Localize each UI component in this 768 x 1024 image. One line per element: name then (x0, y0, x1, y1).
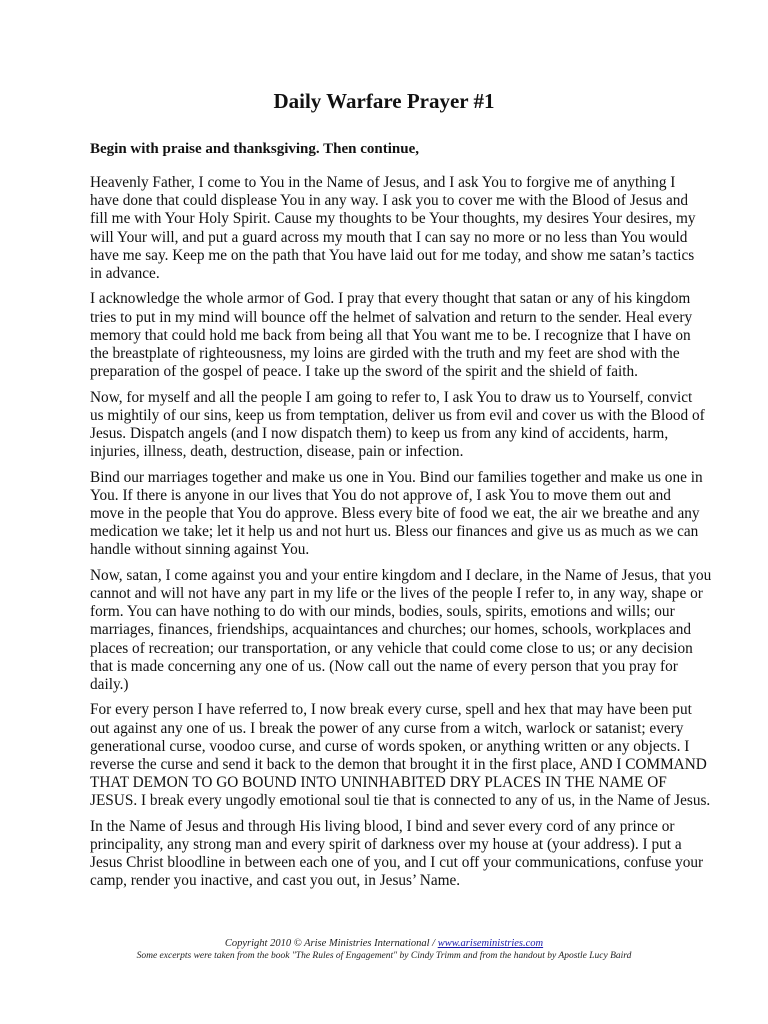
text-line: form. You can have nothing to do with our minds, bodies, souls, spirits, emotions and wills; our (90, 603, 675, 621)
text-line: have done that could displease You in any way. I ask you to cover me with the Blood of Jesus and (90, 192, 689, 210)
text-line: the breastplate of righteousness, my loins are girded with the truth and my feet are shod with the (90, 345, 680, 363)
text-line: In the Name of Jesus and through His living blood, I bind and sever every cord of any prince or (90, 817, 675, 835)
text-line: THAT DEMON TO GO BOUND INTO UNINHABITED DRY PLACES IN THE NAME OF (90, 774, 667, 792)
text-line: Bind our marriages together and make us one in You. Bind our families together and make us one in (90, 468, 703, 486)
document-title: Daily Warfare Prayer #1 (273, 89, 495, 113)
text-line: that is made concerning any one of us. (Now call out the name of every person that you pray for (90, 657, 678, 675)
copyright-line (0, 938, 768, 950)
text-line: Now, for myself and all the people I am going to refer to, I ask You to draw us to Yourself, convict (90, 388, 693, 406)
text-line: cannot and will not have any part in my life or the lives of the people I refer to, in any way, shape or (90, 585, 703, 603)
paragraph (90, 290, 693, 381)
text-line: will Your will, and put a guard across my mouth that I can say no more or no less than You would (90, 228, 688, 246)
text-line: fill me with Your Holy Spirit. Cause my thoughts to be Your thoughts, my desires Your desires, my (90, 210, 696, 228)
text-line: Now, satan, I come against you and your entire kingdom and I declare, in the Name of Jesus, that you (90, 566, 712, 584)
text-line: For every person I have referred to, I now break every curse, spell and hex that may have been put (90, 701, 692, 719)
text-line: You. If there is anyone in our lives that You do not approve of, I ask You to move them out and (90, 486, 671, 504)
text-line: preparation of the gospel of peace. I take up the sword of the spirit and the shield of faith. (90, 363, 638, 381)
footer (0, 938, 768, 962)
text-line: Heavenly Father, I come to You in the Name of Jesus, and I ask You to forgive me of anything I (90, 174, 676, 191)
paragraph (90, 817, 704, 891)
copyright-text: Copyright 2010 © Arise Ministries International / (224, 938, 438, 949)
text-line: reverse the curse and send it back to the demon that brought it in the first place, AND I COMMAND (90, 756, 707, 774)
paragraph (90, 566, 712, 694)
text-line: JESUS. I break every ungodly emotional soul tie that is connected to any of us, in the Name of Jesus. (90, 792, 711, 810)
text-line: medication we take; let it help us and not hurt us. Bless our finances and give us as much as we can (90, 523, 699, 541)
text-line: generational curse, voodoo curse, and curse of words spoken, or anything written or any objects. I (90, 737, 690, 755)
text-line: us mightily of our sins, keep us from temptation, deliver us from evil and cover us with the Blood of (90, 406, 705, 424)
text-line: out against any one of us. I break the power of any curse from a witch, warlock or satanist; every (90, 719, 684, 737)
text-line: I acknowledge the whole armor of God. I pray that every thought that satan or any of his kingdom (90, 290, 691, 308)
text-line: Jesus. Dispatch angels (and I now dispatch them) to keep us from any kind of accidents, harm, (90, 425, 669, 443)
text-line: principality, any strong man and every spirit of darkness over my house at (your address). I put a (90, 836, 682, 854)
text-line: handle without sinning against You. (90, 541, 310, 559)
intro-line: Begin with praise and thanksgiving. Then continue, (90, 141, 419, 157)
credit-line: Some excerpts were taken from the book "The Rules of Engagement" by Cindy Trimm and from the handout by Apostle Lucy Baird (136, 951, 632, 961)
website-link[interactable]: www.ariseministries.com (437, 938, 544, 949)
text-line: in advance. (90, 265, 160, 283)
paragraph (90, 468, 703, 560)
text-line: memory that could hold me back from being all that You want me to be. I recognize that I have on (90, 326, 691, 344)
text-line: marriages, finances, friendships, acquaintances and churches; our homes, schools, workplaces and (90, 621, 692, 639)
text-line: move in the people that You do approve. Bless every bite of food we eat, the air we breathe and any (90, 505, 700, 523)
paragraph (90, 701, 711, 810)
text-line: have me say. Keep me on the path that You have laid out for me today, and show me satan’s tactics (90, 246, 695, 264)
prayer-body (90, 174, 712, 898)
text-line: camp, render you inactive, and cast you out, in Jesus’ Name. (90, 872, 461, 890)
text-line: Jesus Christ bloodline in between each one of you, and I cut off your communications, confuse your (90, 854, 704, 872)
paragraph (90, 388, 705, 462)
paragraph (90, 174, 696, 283)
text-line: injuries, illness, death, destruction, disease, pain or infection. (90, 443, 464, 461)
text-line: daily.) (90, 676, 129, 694)
text-line: tries to put in my mind will bounce off the helmet of salvation and return to the sender. Heal every (90, 308, 693, 326)
text-line: places of recreation; our transportation, or any vehicle that could come close to us; or any decision (90, 639, 693, 657)
